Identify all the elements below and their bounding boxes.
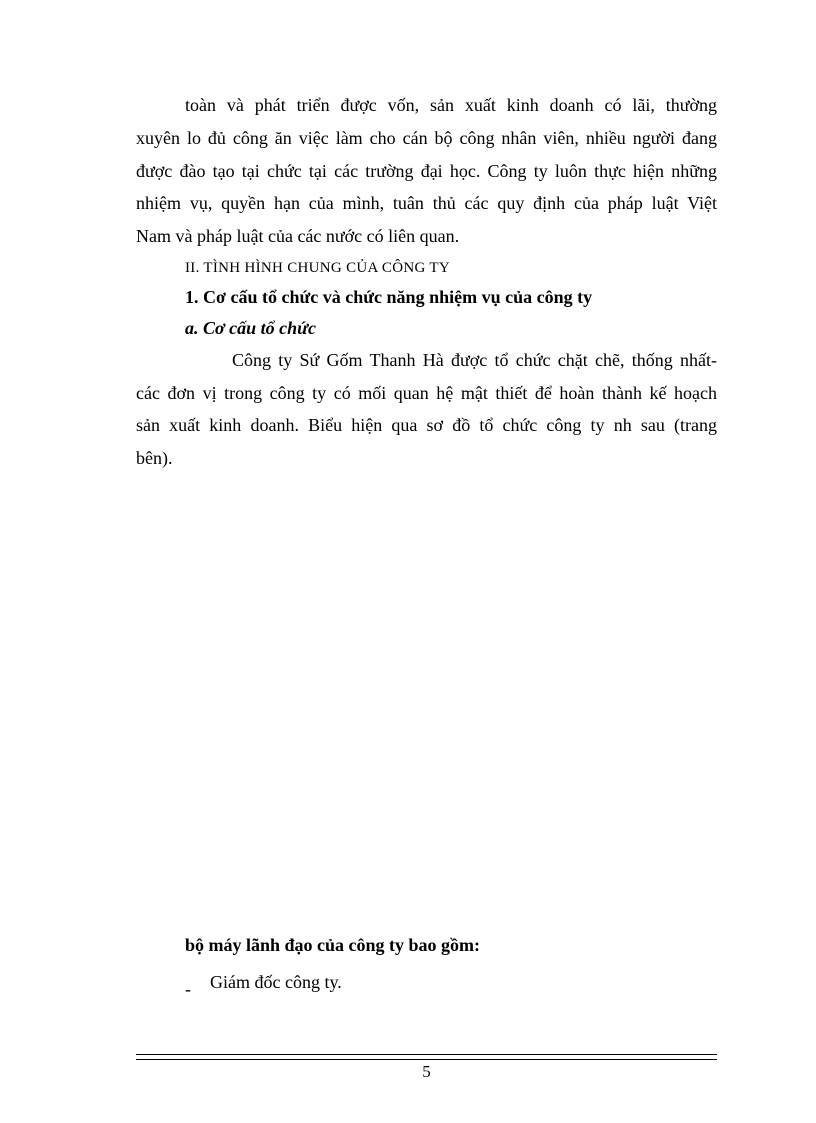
paragraph-2-line-1: Công ty Sứ Gốm Thanh Hà được tổ chức chặt chẽ, thống nhất-	[232, 350, 717, 370]
list-bullet: -	[185, 979, 191, 999]
paragraph-1-line-3: được đào tạo tại chức tại các trường đại học. Công ty luôn thực hiện những	[136, 161, 717, 181]
section-heading: II. TÌNH HÌNH CHUNG CỦA CÔNG TY	[185, 260, 450, 276]
paragraph-1-line-4: nhiệm vụ, quyền hạn của mình, tuân thủ các quy định của pháp luật Việt	[136, 193, 717, 213]
paragraph-2-line-4: bên).	[136, 448, 173, 468]
paragraph-1-line-5: Nam và pháp luật của các nước có liên quan.	[136, 226, 460, 246]
paragraph-2-line-3: sản xuất kinh doanh. Biểu hiện qua sơ đồ tổ chức công ty nh sau (trang	[136, 415, 717, 435]
paragraph-1-line-1: toàn và phát triển được vốn, sản xuất kinh doanh có lãi, thường	[185, 95, 717, 115]
page-number: 5	[422, 1062, 431, 1081]
paragraph-2-line-2: các đơn vị trong công ty có mối quan hệ mật thiết để hoàn thành kế hoạch	[136, 383, 717, 403]
paragraph-1-line-2: xuyên lo đủ công ăn việc làm cho cán bộ công nhân viên, nhiều người đang	[136, 128, 717, 148]
subsection-heading: 1. Cơ cấu tổ chức và chức năng nhiệm vụ của công ty	[185, 287, 593, 307]
leadership-heading: bộ máy lãnh đạo của công ty bao gồm:	[185, 935, 481, 955]
sub-subsection-heading: a. Cơ cấu tổ chức	[185, 318, 316, 338]
list-item-director: Giám đốc công ty.	[210, 972, 342, 992]
footer-double-rule	[136, 1054, 717, 1060]
